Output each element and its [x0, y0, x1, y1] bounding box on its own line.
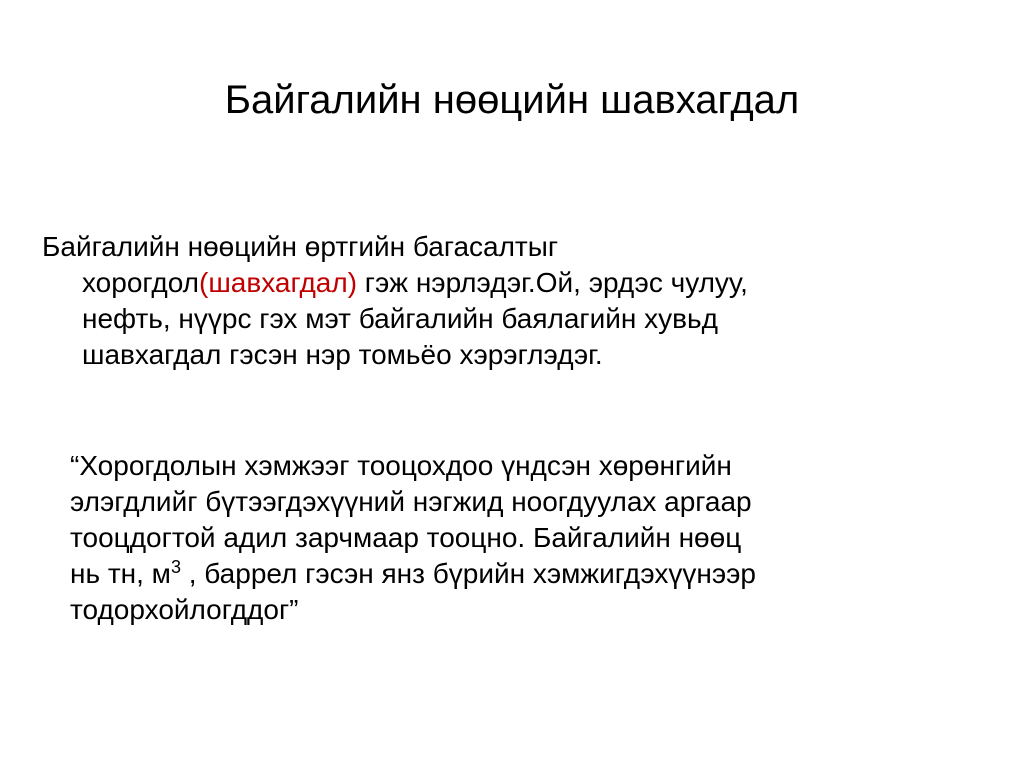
definition-line-2-rest: гэж нэрлэдэг.Ой, эрдэс чулуу, [357, 267, 748, 298]
definition-term-highlight: (шавхагдал) [199, 267, 358, 298]
quote-line-2: элэгдлийг бүтээгдэхүүний нэгжид ноогдуулах аргаар [70, 486, 752, 517]
quote-paragraph [70, 448, 950, 628]
definition-line-1: Байгалийн нөөцийн өртгийн багасалтыг [42, 231, 559, 262]
cubic-superscript: 3 [170, 557, 181, 577]
quote-line-4 [70, 556, 950, 592]
definition-line-3: нефть, нүүрс гэх мэт байгалийн баялагийн хувьд [82, 303, 718, 334]
quote-line-3: тооцдогтой адил зарчмаар тооцно. Байгалийн нөөц [70, 522, 742, 553]
definition-line-2 [42, 265, 922, 301]
definition-line-4: шавхагдал гэсэн нэр томьёо хэрэглэдэг. [82, 339, 603, 370]
definition-paragraph [42, 229, 922, 373]
quote-line-1: “Хорогдолын хэмжээг тооцохдоо үндсэн хөрөнгийн [70, 450, 732, 481]
definition-term: хорогдол [82, 267, 199, 298]
quote-line-4-start: нь тн, м [70, 558, 171, 589]
quote-line-4-rest: , баррел гэсэн янз бүрийн хэмжигдэхүүнээр [180, 558, 756, 589]
quote-line-5: тодорхойлогддог” [70, 594, 299, 625]
slide-title: Байгалийн нөөцийн шавхагдал [224, 78, 800, 122]
